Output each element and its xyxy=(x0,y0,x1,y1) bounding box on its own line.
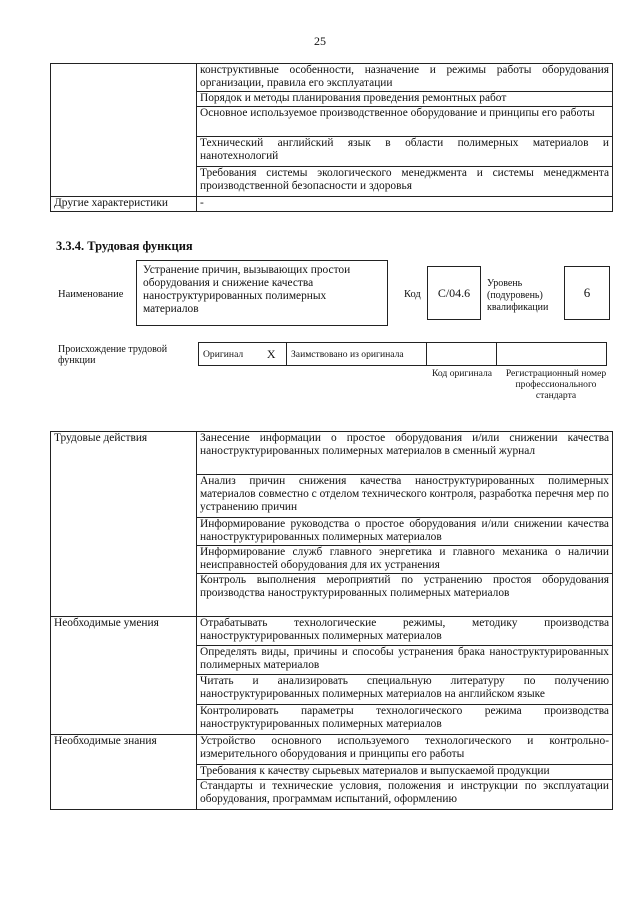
table-row: Основное используемое производственное оборудование и принципы его работы xyxy=(197,107,613,137)
table-row: конструктивные особенности, назначение и режимы работы оборудования организации, правила его эксплуатации xyxy=(197,64,613,92)
registration-number-cell xyxy=(497,343,607,366)
table-row: Порядок и методы планирования проведения ремонтных работ xyxy=(197,92,613,107)
table-row: Информирование руководства о простое оборудования и/или снижении качества наноструктурированных полимерных материалов xyxy=(197,518,613,546)
original-code-cell xyxy=(427,343,497,366)
table-row: Контролировать параметры технологического режима производства наноструктурированных полимерных материалов xyxy=(197,705,613,735)
name-label: Наименование xyxy=(58,289,124,300)
table-row: Определять виды, причины и способы устранения брака наноструктурированных полимерных материалов xyxy=(197,646,613,675)
table-row: Контроль выполнения мероприятий по устранению простоя оборудования производства наноструктурированных полимерных материалов xyxy=(197,574,613,617)
table-row: Анализ причин снижения качества наноструктурированных полимерных материалов совместно с отделом технического контроля, разработка перечня мер по устранению причин xyxy=(197,475,613,518)
knowledge-continuation-table xyxy=(50,63,613,212)
other-characteristics-value: - xyxy=(197,197,613,212)
table-row: Информирование служб главного энергетика и главного механика о наличии неисправностей оборудования для их устранения xyxy=(197,546,613,574)
group-label-knowledge: Необходимые знания xyxy=(51,735,197,810)
section-title: 3.3.4. Трудовая функция xyxy=(56,239,193,253)
group-label-skills: Необходимые умения xyxy=(51,617,197,735)
original-label: Оригинал xyxy=(199,343,257,366)
table-row: Читать и анализировать специальную литературу по получению наноструктурированных полимерных материалов на английском языке xyxy=(197,675,613,705)
labor-function-table xyxy=(50,431,613,810)
blank-label-cell xyxy=(51,64,197,197)
group-label-labor-actions: Трудовые действия xyxy=(51,432,197,617)
table-row: Устройство основного используемого технологического и контрольно-измерительного оборудования и принципы его работы xyxy=(197,735,613,765)
registration-caption: Регистрационный номер профессионального стандарта xyxy=(505,368,607,401)
origin-table xyxy=(198,342,607,366)
table-row: Стандарты и технические условия, положения и инструкции по эксплуатации оборудования, программам испытаний, оформлению xyxy=(197,780,613,810)
function-name-box: Устранение причин, вызывающих простои оборудования и снижение качества наноструктурированных полимерных материалов xyxy=(136,260,388,326)
level-label: Уровень (подуровень) квалификации xyxy=(487,278,549,313)
table-row: Требования к качеству сырьевых материалов и выпускаемой продукции xyxy=(197,765,613,780)
table-row: Занесение информации о простое оборудования и/или снижении качества наноструктурированных полимерных материалов в сменный журнал xyxy=(197,432,613,475)
table-row: Требования системы экологического менеджмента и системы менеджмента производственной безопасности и здоровья xyxy=(197,167,613,197)
table-row: Отрабатывать технологические режимы, методику производства наноструктурированных полимерных материалов xyxy=(197,617,613,646)
code-caption: Код оригинала xyxy=(431,368,493,379)
level-value-box: 6 xyxy=(564,266,610,320)
origin-label: Происхождение трудовой функции xyxy=(58,344,168,366)
page-number: 25 xyxy=(314,34,326,48)
original-mark: X xyxy=(257,343,287,366)
code-value-box: C/04.6 xyxy=(427,266,481,320)
table-row: Технический английский язык в области полимерных материалов и нанотехнологий xyxy=(197,137,613,167)
other-characteristics-label: Другие характеристики xyxy=(51,197,197,212)
borrowed-label: Заимствовано из оригинала xyxy=(287,343,427,366)
code-label: Код xyxy=(404,289,421,300)
